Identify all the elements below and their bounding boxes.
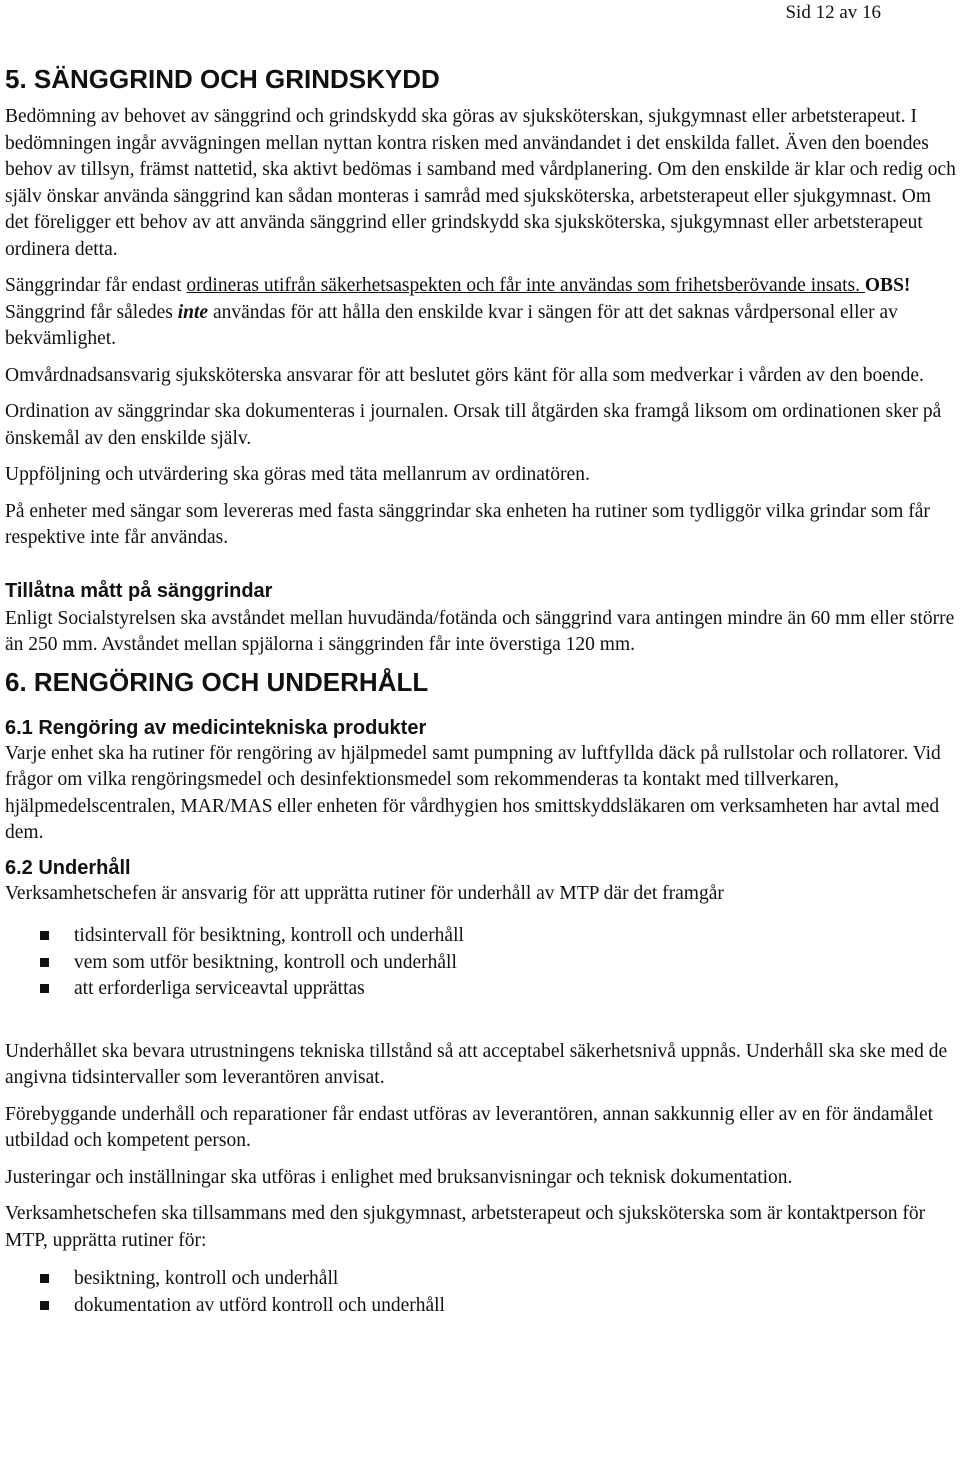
section-6-2-paragraph: Verksamhetschefen är ansvarig för att upprätta rutiner för underhåll av MTP där det framgår [5, 882, 724, 904]
list-item-text: besiktning, kontroll och underhåll [74, 1268, 339, 1289]
maintenance-list [5, 923, 957, 1003]
p2-text-3: användas för att hålla den enskilde kvar i sängen för att det saknas vårdpersonal eller av bekvämlighet. [5, 301, 898, 349]
p2-text-1: Sänggrindar får endast [5, 275, 187, 296]
section-6-2-heading: 6.2 Underhåll [5, 856, 131, 879]
document-body [5, 64, 957, 1319]
section-6-2-paragraph-2: Underhållet ska bevara utrustningens tekniska tillstånd så att acceptabel säkerhetsnivå uppnås. Underhåll ska ske med de angivna tidsintervaller som leverantören anvisat. [5, 1040, 948, 1088]
section-5-paragraph-6: På enheter med sängar som levereras med fasta sänggrindar ska enheten ha rutiner som tydliggör vilka grindar som får respektive inte får användas. [5, 500, 930, 548]
obs-label: OBS! [864, 275, 911, 296]
square-bullet-icon [40, 958, 49, 967]
p2-underlined-text: ordineras utifrån säkerhetsaspekten och får inte användas som frihetsberövande insats. [186, 275, 865, 296]
list-item [5, 1293, 957, 1320]
section-5-paragraph-2 [5, 273, 957, 353]
section-6-1-heading: 6.1 Rengöring av medicintekniska produkter [5, 716, 427, 739]
list-item [5, 923, 957, 950]
square-bullet-icon [40, 1274, 49, 1283]
section-6-2-paragraph-5: Verksamhetschefen ska tillsammans med den sjukgymnast, arbetsterapeut och sjuksköterska som är kontaktperson för MTP, upprätta rutiner för: [5, 1203, 926, 1251]
section-5-heading: 5. SÄNGGRIND OCH GRINDSKYDD [5, 64, 440, 94]
square-bullet-icon [40, 1301, 49, 1310]
routines-list [5, 1266, 957, 1319]
section-6-2-paragraph-4: Justeringar och inställningar ska utföras i enlighet med bruksanvisningar och teknisk dokumentation. [5, 1166, 793, 1188]
list-item [5, 1266, 957, 1293]
list-item-text: vem som utför besiktning, kontroll och underhåll [74, 951, 457, 973]
section-6-1-paragraph: Varje enhet ska ha rutiner för rengöring av hjälpmedel samt pumpning av luftfyllda däck på rullstolar och rollatorer. Vid frågor om vilka rengöringsmedel och desinfektionsmedel som rekommenderas ta kontakt med tillverkaren, hjälpmedelscentralen, MAR/MAS eller enheten för vårdhygien hos smittskyddsläkaren om verksamheten har avtal med dem. [5, 742, 941, 843]
list-item-text: dokumentation av utförd kontroll och underhåll [74, 1294, 445, 1316]
square-bullet-icon [40, 931, 49, 940]
section-5-paragraph-4: Ordination av sänggrindar ska dokumenteras i journalen. Orsak till åtgärden ska framgå liksom om ordinationen sker på önskemål av den enskilde själv. [5, 401, 942, 449]
section-5-paragraph-5: Uppföljning och utvärdering ska göras med täta mellanrum av ordinatören. [5, 464, 590, 485]
page-number: Sid 12 av 16 [785, 2, 881, 23]
section-5-paragraph-3: Omvårdnadsansvarig sjuksköterska ansvarar för att beslutet görs känt för alla som medverkar i vården av den boende. [5, 364, 924, 386]
list-item [5, 976, 957, 1003]
subheading-allowed-measures: Tillåtna mått på sänggrindar [5, 579, 273, 602]
list-item-text: att erforderliga serviceavtal upprättas [74, 978, 365, 999]
section-5-paragraph-1: Bedömning av behovet av sänggrind och grindskydd ska göras av sjuksköterskan, sjukgymnast eller arbetsterapeut. I bedömningen ingår avvägningen mellan nyttan kontra risken med användandet i det enskilda fallet. Även den boendes behov av tillsyn, främst nattetid, ska aktivt bedömas i samband med vårdplanering. Om den enskilde är klar och redig och själv önskar använda sänggrind kan sådan monteras i samråd med sjuksköterska, arbetsterapeut eller sjukgymnast. Om det föreligger ett behov av att använda sänggrind eller grindskydd ska sjuksköterska, sjukgymnast eller arbetsterapeut ordinera detta. [5, 106, 956, 260]
section-5-paragraph-7: Enligt Socialstyrelsen ska avståndet mellan huvudända/fotända och sänggrind vara antingen mindre än 60 mm eller större än 250 mm. Avståndet mellan spjälorna i sänggrinden får inte överstiga 120 mm. [5, 607, 955, 655]
emphasis-inte: inte [177, 301, 209, 323]
square-bullet-icon [40, 984, 49, 993]
list-item-text: tidsintervall för besiktning, kontroll och underhåll [74, 925, 464, 946]
list-item [5, 950, 957, 977]
section-6-heading: 6. RENGÖRING OCH UNDERHÅLL [5, 666, 429, 697]
section-6-2-paragraph-3: Förebyggande underhåll och reparationer får endast utföras av leverantören, annan sakkunnig eller av en för ändamålet utbildad och kompetent person. [5, 1103, 934, 1151]
p2-text-2: Sänggrind får således [5, 301, 178, 323]
